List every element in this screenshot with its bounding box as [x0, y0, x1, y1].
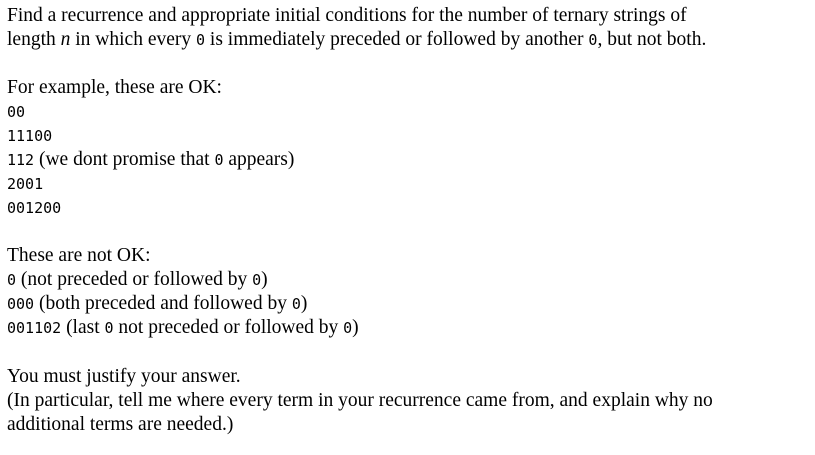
- not-ok-heading: [7, 244, 151, 268]
- example-string: 00: [7, 103, 26, 121]
- problem-text: , but not both.: [597, 29, 707, 50]
- justification-text: additional terms are needed.): [7, 414, 234, 435]
- math-variable: n: [60, 29, 71, 50]
- code-digit: 0: [291, 295, 301, 313]
- not-ok-example: [7, 292, 307, 316]
- ok-example: [7, 124, 52, 148]
- ok-example: [7, 172, 43, 196]
- problem-text: length: [7, 29, 61, 50]
- code-digit: 0: [588, 31, 598, 49]
- not-ok-example: [7, 316, 359, 340]
- example-note: (both preceded and followed by: [34, 293, 292, 314]
- problem-text: is immediately preceded or followed by another: [205, 29, 589, 50]
- example-string: 112: [7, 151, 35, 169]
- ok-example: [7, 148, 294, 172]
- problem-text: in which every: [70, 29, 197, 50]
- example-note: (not preceded or followed by: [16, 269, 253, 290]
- justification-line-3: [7, 413, 233, 437]
- justification-text: You must justify your answer.: [7, 366, 241, 387]
- justification-text: (In particular, tell me where every term in your recurrence came from, and explain why no: [7, 390, 713, 411]
- example-string: 001102: [7, 319, 62, 337]
- code-digit: 0: [104, 319, 114, 337]
- section-heading: These are not OK:: [7, 245, 151, 266]
- example-string: 2001: [7, 175, 44, 193]
- not-ok-example: [7, 268, 268, 292]
- example-string: 000: [7, 295, 35, 313]
- example-string: 001200: [7, 199, 62, 217]
- example-note: ): [261, 269, 268, 290]
- example-note: ): [300, 293, 308, 314]
- ok-example: [7, 100, 25, 124]
- example-string: 11100: [7, 127, 53, 145]
- code-digit: 0: [252, 271, 262, 289]
- justification-line-2: [7, 389, 713, 413]
- ok-heading: [7, 76, 222, 100]
- example-note: appears): [223, 149, 295, 170]
- example-note: ): [352, 317, 359, 338]
- example-string: 0: [7, 271, 17, 289]
- code-digit: 0: [214, 151, 224, 169]
- problem-statement-line-1: [7, 4, 687, 28]
- problem-text: Find a recurrence and appropriate initial conditions for the number of ternary strings of: [7, 5, 687, 26]
- code-digit: 0: [343, 319, 353, 337]
- example-note: (we dont promise that: [34, 149, 215, 170]
- example-note: (last: [61, 317, 105, 338]
- example-note: not preceded or followed by: [113, 317, 344, 338]
- problem-statement-line-2: [7, 28, 706, 52]
- justification-line-1: [7, 365, 241, 389]
- code-digit: 0: [196, 31, 206, 49]
- section-heading: For example, these are OK:: [7, 77, 222, 98]
- ok-example: [7, 196, 61, 220]
